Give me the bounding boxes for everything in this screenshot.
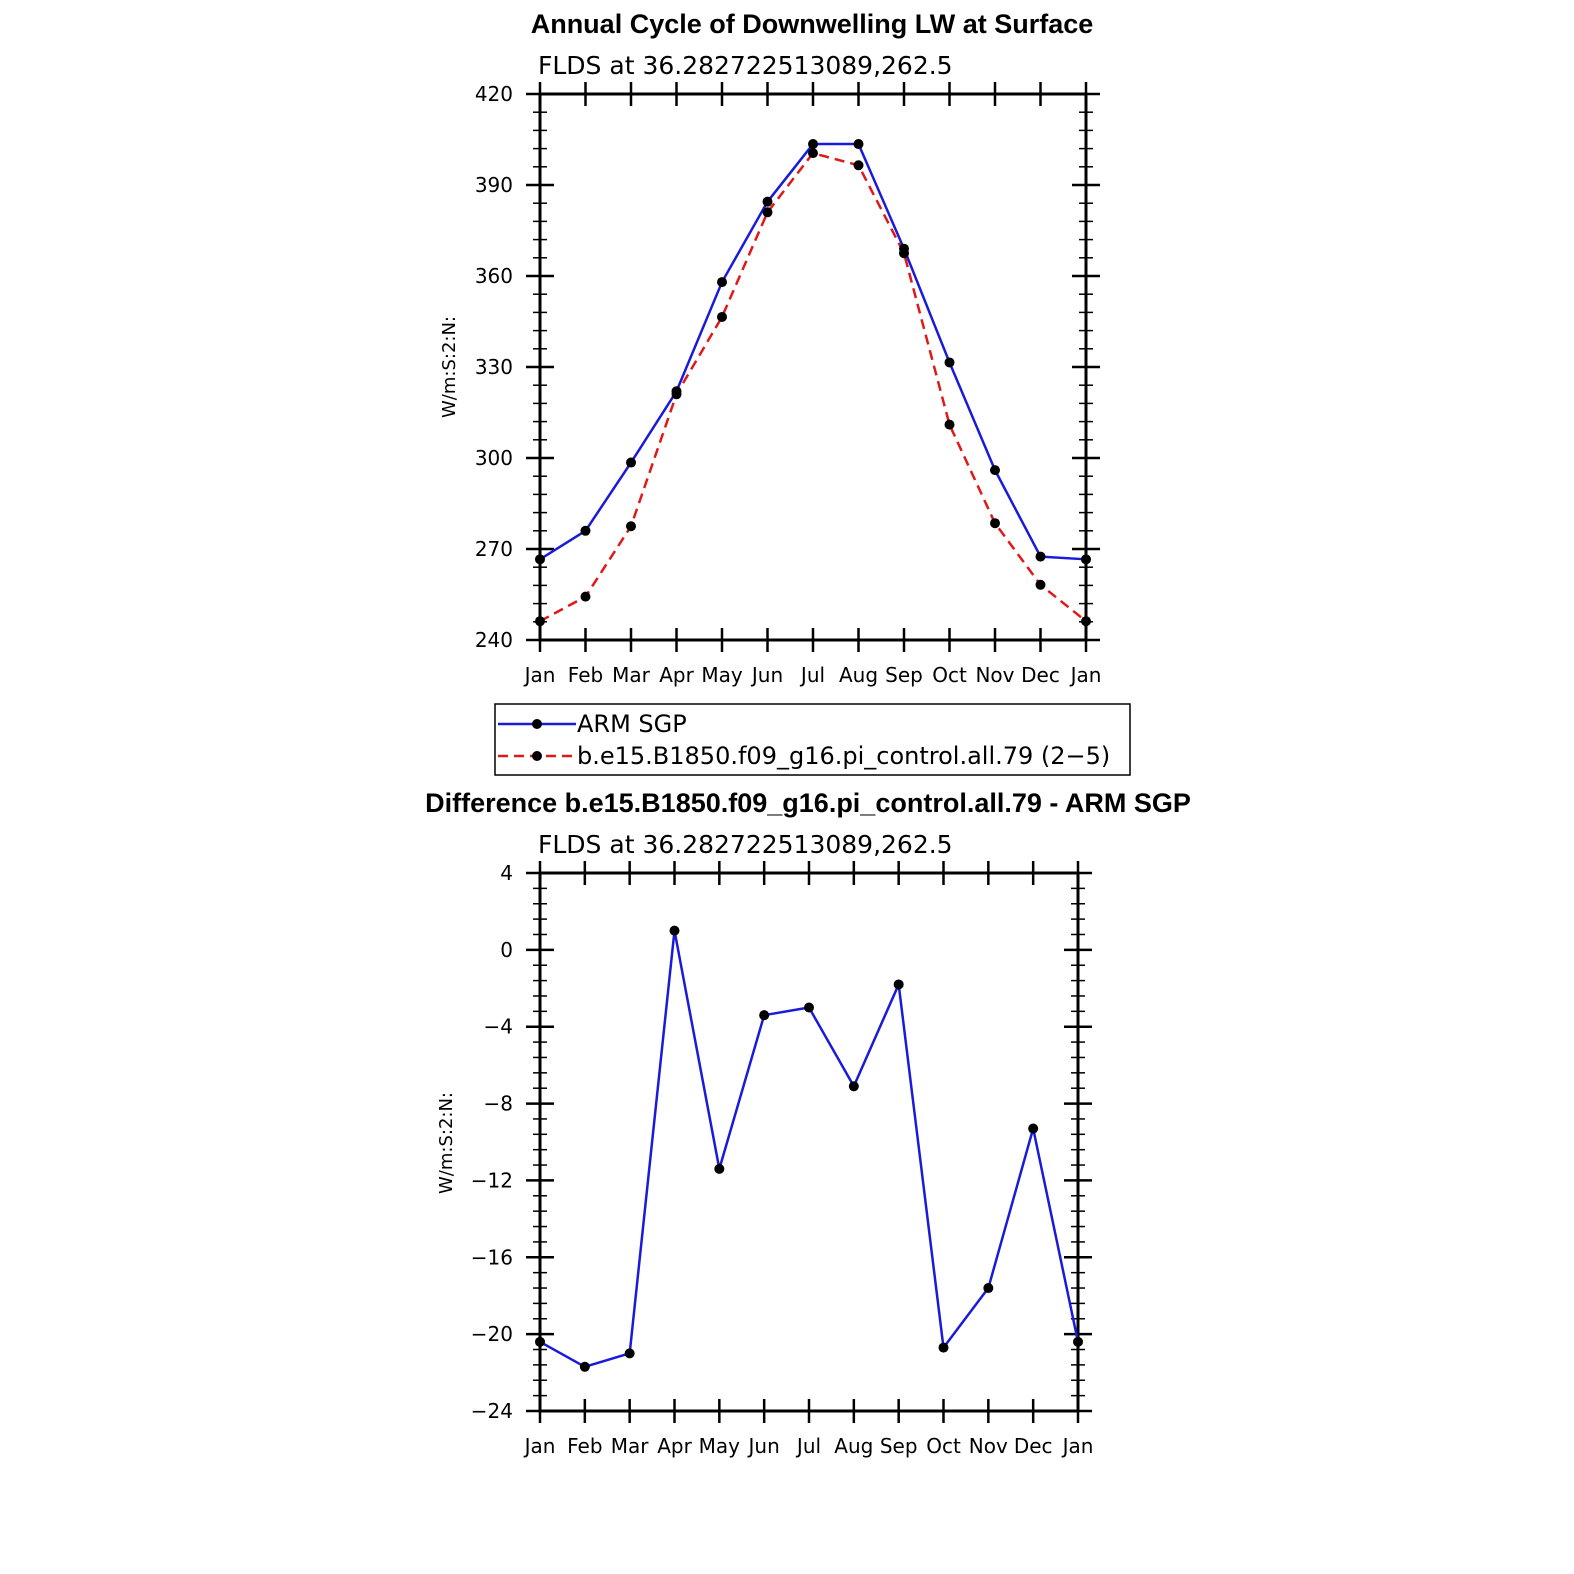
x-tick-label: Jul [796, 1434, 822, 1458]
data-point [945, 357, 955, 367]
data-series [535, 926, 1083, 1372]
axis-ticks [526, 82, 1100, 652]
data-point [535, 616, 545, 626]
data-point [1036, 552, 1046, 562]
data-point [717, 312, 727, 322]
data-point [854, 139, 864, 149]
y-tick-label: 360 [474, 264, 513, 288]
x-tick-label: Jul [800, 663, 826, 687]
y-tick-labels [471, 861, 513, 1423]
x-tick-label: Aug [834, 1434, 874, 1458]
x-tick-label: Feb [567, 663, 604, 687]
data-point [990, 518, 1000, 528]
plot-frame [540, 873, 1078, 1411]
x-tick-label: Sep [879, 1434, 918, 1458]
data-point [945, 420, 955, 430]
data-point [714, 1164, 724, 1174]
legend [495, 704, 1130, 775]
data-point [804, 1003, 814, 1013]
y-tick-label: 390 [474, 173, 513, 197]
chart-subtitle: FLDS at 36.282722513089,262.5 [538, 51, 953, 80]
data-point [808, 139, 818, 149]
x-tick-label: Mar [612, 663, 650, 687]
y-tick-label: 300 [474, 446, 513, 470]
data-point [983, 1283, 993, 1293]
x-tick-labels [523, 663, 1102, 687]
data-point [1028, 1124, 1038, 1134]
data-point [808, 148, 818, 158]
y-tick-label: −16 [470, 1245, 513, 1270]
series-line-1 [540, 931, 1078, 1367]
y-tick-label: −12 [470, 1168, 513, 1193]
y-tick-label: −8 [483, 1091, 513, 1116]
data-point [670, 926, 680, 936]
x-tick-label: May [698, 1434, 741, 1458]
data-point [759, 1010, 769, 1020]
data-point [1081, 554, 1091, 564]
data-point [849, 1081, 859, 1091]
y-tick-label: 240 [474, 628, 513, 652]
legend-label-arm-sgp: ARM SGP [577, 710, 687, 738]
chart-title: Difference b.e15.B1850.f09_g16.pi_control.all.79 - ARM SGP [425, 788, 1191, 818]
x-tick-label: Mar [610, 1434, 649, 1458]
x-tick-label: Jun [751, 663, 784, 687]
data-point [1081, 616, 1091, 626]
y-tick-label: 4 [500, 861, 513, 885]
chart-title: Annual Cycle of Downwelling LW at Surface [530, 9, 1094, 39]
x-tick-label: Apr [659, 663, 694, 687]
plot-frame [540, 94, 1086, 640]
data-point [939, 1343, 949, 1353]
y-tick-label: 270 [474, 537, 513, 561]
x-tick-label: Feb [567, 1434, 603, 1458]
legend-marker-model [532, 751, 542, 761]
data-point [581, 526, 591, 536]
y-axis-label: W/m:S:2:N: [439, 316, 460, 418]
data-point [854, 160, 864, 170]
legend-marker-arm-sgp [532, 719, 542, 729]
data-point [535, 1337, 545, 1347]
x-tick-label: Aug [838, 663, 879, 687]
data-point [626, 458, 636, 468]
data-point [1073, 1337, 1083, 1347]
x-tick-label: Sep [885, 663, 923, 687]
x-tick-label: Dec [1013, 1434, 1053, 1458]
data-point [672, 389, 682, 399]
x-tick-labels [523, 1434, 1094, 1458]
chart-subtitle: FLDS at 36.282722513089,262.5 [538, 830, 953, 859]
data-point [625, 1348, 635, 1358]
y-tick-label: 420 [474, 82, 513, 106]
x-tick-label: May [701, 663, 743, 687]
data-point [899, 248, 909, 258]
data-point [990, 465, 1000, 475]
data-point [626, 521, 636, 531]
x-tick-label: Dec [1021, 663, 1060, 687]
x-tick-label: Oct [932, 663, 967, 687]
y-tick-label: 330 [474, 355, 513, 379]
data-point [763, 207, 773, 217]
x-tick-label: Jan [1070, 663, 1102, 687]
legend-label-model: b.e15.B1850.f09_g16.pi_control.all.79 (2−5) [577, 742, 1111, 770]
data-point [580, 1362, 590, 1372]
x-tick-label: Jan [524, 1434, 556, 1458]
x-tick-label: Nov [975, 663, 1015, 687]
x-tick-label: Jun [748, 1434, 780, 1458]
data-point [581, 592, 591, 602]
x-tick-label: Nov [968, 1434, 1008, 1458]
data-point [763, 197, 773, 207]
data-series [535, 139, 1091, 626]
data-point [717, 277, 727, 287]
axis-ticks [526, 861, 1092, 1423]
y-tick-label: −24 [470, 1399, 513, 1423]
difference-panel [425, 788, 1191, 1458]
annual-cycle-panel [439, 9, 1130, 775]
y-tick-label: −20 [470, 1322, 513, 1347]
y-axis-label: W/m:S:2:N: [436, 1092, 457, 1194]
data-point [894, 979, 904, 989]
x-tick-label: Jan [524, 663, 556, 687]
y-tick-label: −4 [483, 1014, 513, 1039]
series-line-2 [540, 153, 1086, 621]
series-line-1 [540, 144, 1086, 559]
y-tick-labels [475, 82, 513, 652]
data-point [535, 554, 545, 564]
x-tick-label: Jan [1062, 1434, 1094, 1458]
data-point [1036, 580, 1046, 590]
y-tick-label: 0 [500, 937, 513, 962]
x-tick-label: Apr [657, 1434, 692, 1458]
x-tick-label: Oct [926, 1434, 961, 1458]
